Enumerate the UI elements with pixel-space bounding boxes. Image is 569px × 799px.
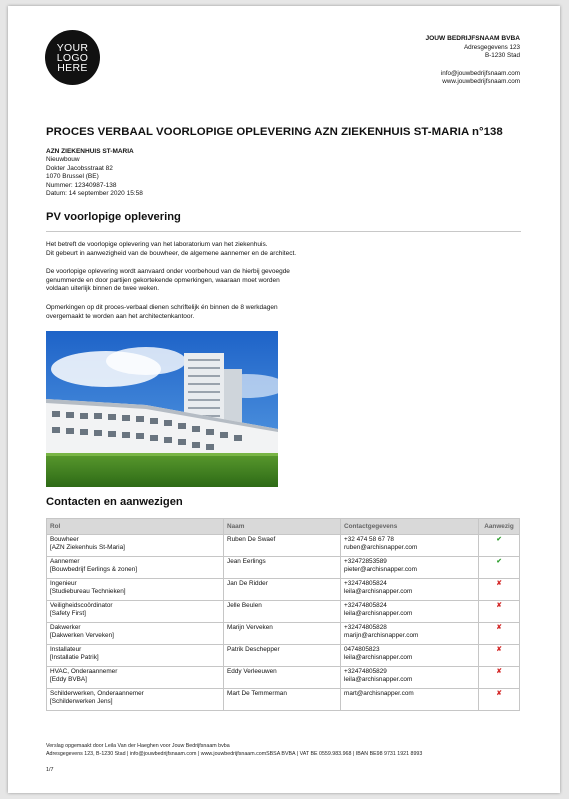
contact-email: marijn@archisnapper.com <box>344 632 419 640</box>
contact-phone: +32 474 58 67 78 <box>344 536 394 543</box>
cell-name: Jan De Ridder <box>224 579 341 601</box>
cell-role <box>47 579 224 601</box>
project-date: Datum: 14 september 2020 15:58 <box>46 190 143 198</box>
role-label: Installateur <box>50 646 82 653</box>
project-name: AZN ZIEKENHUIS ST-MARIA <box>46 148 134 155</box>
contact-phone: +32474805828 <box>344 624 387 631</box>
paragraph-intro <box>46 241 516 258</box>
cell-present <box>479 535 520 557</box>
document-title: PROCES VERBAAL VOORLOPIGE OPLEVERING AZN ZIEKENHUIS ST-MARIA n°138 <box>46 126 503 138</box>
role-company: [Schilderwerken Jens] <box>50 698 113 706</box>
cell-name: Ruben De Swaef <box>224 535 341 557</box>
table-header-row <box>47 519 520 535</box>
contact-phone: 0474805823 <box>344 646 380 653</box>
cell-role <box>47 601 224 623</box>
table-row <box>47 689 520 711</box>
paragraph-line: De voorlopige oplevering wordt aanvaard onder voorbehoud van de hierbij gevoegde <box>46 268 290 275</box>
contact-email: pieter@archisnapper.com <box>344 566 417 574</box>
role-label: Dakwerker <box>50 624 81 631</box>
cross-icon: ✘ <box>496 668 502 675</box>
cell-name: Mart De Temmerman <box>224 689 341 711</box>
table-row <box>47 557 520 579</box>
cell-present <box>479 557 520 579</box>
building-photo <box>46 331 278 487</box>
table-row <box>47 579 520 601</box>
cell-role <box>47 689 224 711</box>
cell-role <box>47 535 224 557</box>
contact-email: leila@archisnapper.com <box>344 588 413 596</box>
table-row <box>47 535 520 557</box>
cell-present <box>479 689 520 711</box>
section-heading-pv: PV voorlopige oplevering <box>46 211 181 223</box>
cell-contact <box>341 557 479 579</box>
cell-present <box>479 623 520 645</box>
footer-line1: Verslag opgemaakt door Leila Van der Haeghen voor Jouw Bedrijfsnaam bvba <box>46 743 230 749</box>
paragraph-line: genummerde en door partijen gekortekende opmerkingen, waaraan moet worden <box>46 276 280 284</box>
column-header-present: Aanwezig <box>479 519 520 535</box>
contact-email: ruben@archisnapper.com <box>344 544 418 552</box>
table-row <box>47 645 520 667</box>
company-name: JOUW BEDRIJFSNAAM BVBA <box>425 35 520 42</box>
cell-contact <box>341 645 479 667</box>
company-address-line2: B-1230 Stad <box>484 52 520 60</box>
company-logo <box>45 30 100 85</box>
paragraph-line: Het betreft de voorlopige oplevering van het laboratorium van het ziekenhuis. <box>46 241 268 248</box>
role-company: [Dakwerken Verveken] <box>50 632 114 640</box>
paragraph-line: overgemaakt te worden aan het architectenkantoor. <box>46 312 195 320</box>
cell-contact <box>341 601 479 623</box>
cell-role <box>47 623 224 645</box>
role-label: Schilderwerken, Onderaannemer <box>50 690 144 697</box>
role-label: Bouwheer <box>50 536 79 543</box>
company-website: www.jouwbedrijfsnaam.com <box>442 78 520 86</box>
section-heading-contacts: Contacten en aanwezigen <box>46 496 183 508</box>
role-label: Aannemer <box>50 558 80 565</box>
footer-line2: Adresgegevens 123, B-1230 Stad | info@jouwbedrijfsnaam.com | www.jouwbedrijfsnaam.comSBSA BVBA | VAT BE 0559.983.968 | IBAN BE98 9731 1921 8993 <box>46 750 423 757</box>
role-company: [Studiebureau Technieken] <box>50 588 126 596</box>
paragraph-remarks <box>46 304 516 321</box>
cell-name: Eddy Verleeuwen <box>224 667 341 689</box>
cell-role <box>47 557 224 579</box>
paragraph-acceptance <box>46 268 516 294</box>
role-label: Ingenieur <box>50 580 77 587</box>
table-row <box>47 623 520 645</box>
role-label: Veiligheidscoördinator <box>50 602 113 609</box>
project-street: Dokter Jacobsstraat 82 <box>46 164 113 172</box>
document-page <box>8 6 560 793</box>
cell-contact <box>341 623 479 645</box>
cell-contact <box>341 667 479 689</box>
cell-name: Patrik Deschepper <box>224 645 341 667</box>
role-company: [Installatie Patrik] <box>50 654 99 662</box>
cross-icon: ✘ <box>496 624 502 631</box>
contact-phone: +32474805824 <box>344 580 387 587</box>
contact-phone: +32472853589 <box>344 558 387 565</box>
cross-icon: ✘ <box>496 646 502 653</box>
role-company: [Bouwbedrijf Eerlings & zonen] <box>50 566 138 574</box>
company-address-line1: Adresgegevens 123 <box>463 43 520 51</box>
role-company: [Safety First] <box>50 610 86 618</box>
contact-phone: +32474805829 <box>344 668 387 675</box>
cell-contact <box>341 579 479 601</box>
table-row <box>47 601 520 623</box>
paragraph-line: voldaan uiterlijk binnen de twee weken. <box>46 285 160 292</box>
paragraph-line: Opmerkingen op dit proces-verbaal dienen schriftelijk én binnen de 8 werkdagen <box>46 304 278 311</box>
cell-name: Jelle Beulen <box>224 601 341 623</box>
cell-present <box>479 645 520 667</box>
cross-icon: ✘ <box>496 602 502 609</box>
cell-present <box>479 667 520 689</box>
cell-contact <box>341 689 479 711</box>
contact-email: leila@archisnapper.com <box>344 676 413 684</box>
footer <box>46 743 422 758</box>
column-header-name: Naam <box>224 519 341 535</box>
project-info <box>46 148 143 198</box>
contacts-table <box>46 518 520 711</box>
cell-role <box>47 645 224 667</box>
contact-phone: +32474805824 <box>344 602 387 609</box>
cell-contact <box>341 535 479 557</box>
contact-email: mart@archisnapper.com <box>344 690 414 697</box>
column-header-role: Rol <box>47 519 224 535</box>
project-type: Nieuwbouw <box>46 156 80 164</box>
role-label: HVAC, Onderaannemer <box>50 668 118 675</box>
cell-name: Jean Eerlings <box>224 557 341 579</box>
cross-icon: ✘ <box>496 580 502 587</box>
check-icon: ✔ <box>496 536 502 543</box>
project-city: 1070 Brussel (BE) <box>46 173 99 181</box>
company-email: info@jouwbedrijfsnaam.com <box>440 69 520 77</box>
cell-present <box>479 579 520 601</box>
page-number: 1/7 <box>46 767 54 773</box>
cell-name: Marijn Verveken <box>224 623 341 645</box>
paragraph-line: Dit gebeurt in aanwezigheid van de bouwheer, de algemene aannemer en de architect. <box>46 249 297 257</box>
table-row <box>47 667 520 689</box>
cross-icon: ✘ <box>496 690 502 697</box>
role-company: [Eddy BVBA] <box>50 676 87 684</box>
role-company: [AZN Ziekenhuis St-Maria] <box>50 544 125 552</box>
logo-text: YOUR LOGO HERE <box>56 41 89 74</box>
cell-role <box>47 667 224 689</box>
section-divider <box>46 231 521 232</box>
contact-email: leila@archisnapper.com <box>344 654 413 662</box>
company-info <box>425 35 520 87</box>
contact-email: leila@archisnapper.com <box>344 610 413 618</box>
check-icon: ✔ <box>496 558 502 565</box>
column-header-contact: Contactgegevens <box>341 519 479 535</box>
cell-present <box>479 601 520 623</box>
project-number: Nummer: 12340987-138 <box>46 181 117 189</box>
